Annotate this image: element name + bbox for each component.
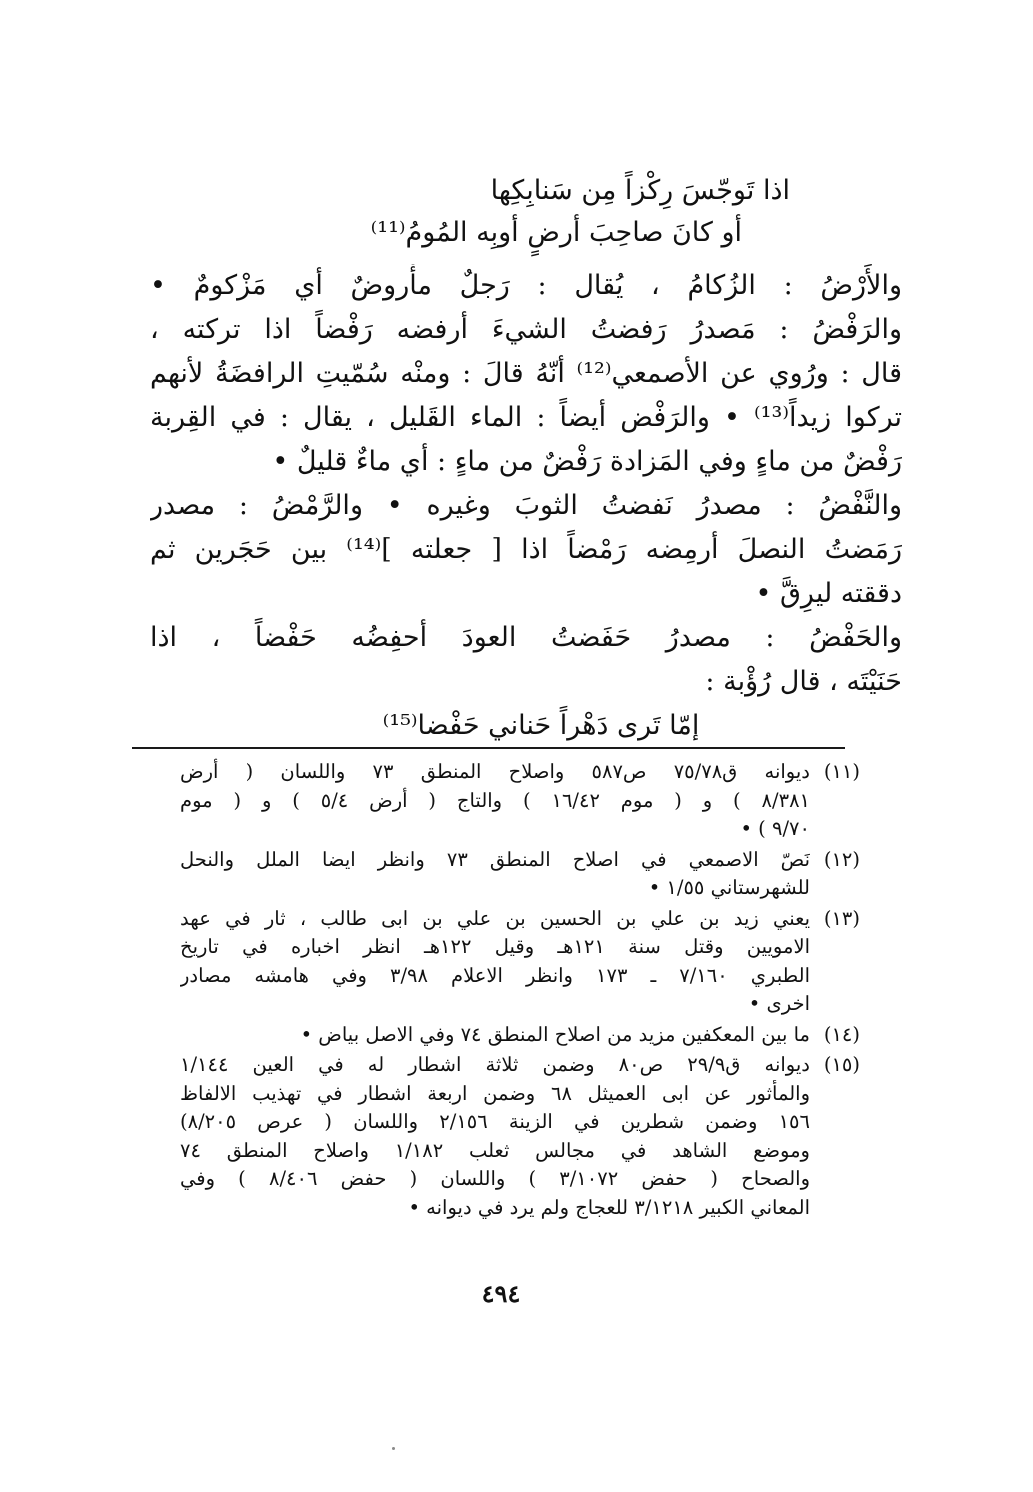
- footnote-number: (١٢): [823, 847, 860, 871]
- footnote-line: الطبري ٧/١٦٠ ـ ١٧٣ وانظر الاعلام ٣/٩٨ وفي هامشه مصادر: [180, 963, 810, 987]
- footnote-12: [180, 846, 860, 903]
- text-line: والأَرْضُ : الزُكامُ ، يُقال : رَجلٌ مأْروضٌ أي مَزْكومٌ •: [150, 270, 902, 301]
- footnote-line: والصحاح ( حفض ٣/١٠٧٢ ) واللسان ( حفض ٨/٤٠٦ ) وفي: [180, 1167, 810, 1190]
- text-line: دققته ليرِقَّ •: [755, 578, 902, 609]
- verse-1-hemistich-1: اذا تَوجّسَ رِكْزاً مِن سَنابِكِها: [490, 175, 790, 206]
- verse-1-hemistich-2: أو كانَ صاحِبَ أرضٍ أوبِه المُومُ⁽¹¹⁾: [370, 217, 742, 248]
- footnote-number: (١٣): [823, 906, 860, 930]
- footnote-line: ٩/٧٠ ) •: [740, 817, 810, 840]
- footnote-line: يعني زيد بن علي بن الحسين بن علي بن ابى طالب ، ثار في عهد: [180, 906, 810, 930]
- text-line: رَمَضتُ النصلَ أرمِضه رَمْضاً اذا [ جعلته ]⁽¹⁴⁾ بين حَجَرين ثم: [150, 534, 902, 565]
- footnote-line: للشهرستاني ١/٥٥ •: [648, 876, 810, 899]
- footnote-line: ديوانه ق٧٥/٧٨ ص٥٨٧ واصلاح المنطق ٧٣ واللسان ( أرض: [180, 760, 810, 783]
- text-line: قال : ورُوي عن الأصمعي⁽¹²⁾ أنّهُ قالَ : ومنْه سُمّيتِ الرافضَةُ لأنهم: [150, 358, 902, 389]
- verse-2: إمّا تَرى دَهْراً حَناني حَفْضا⁽¹⁵⁾: [382, 710, 700, 741]
- text-line: رَفْضٌ من ماءٍ وفي المَزادة رَفْضٌ من ماءٍ : أي ماءٌ قليلٌ •: [272, 446, 902, 477]
- footnote-line: اخرى •: [748, 992, 810, 1015]
- footnote-line: الامويين وقتل سنة ١٢١هـ وقيل ١٢٢هـ انظر اخباره في تاريخ: [180, 935, 810, 958]
- text-line: والرَفْضُ : مَصدرُ رَفضتُ الشيءَ أرفضه رَفْضاً اذا تركته ،: [150, 314, 902, 345]
- text-line: والنَّفْضُ : مصدرُ نَفضتُ الثوبَ وغيره • والرَّمْضُ : مصدر: [150, 490, 902, 521]
- footnote-line: ما بين المعكفين مزيد من اصلاح المنطق ٧٤ وفي الاصل بياض •: [300, 1022, 810, 1046]
- footnote-line: المعاني الكبير ٣/١٢١٨ للعجاج ولم يرد في ديوانه •: [408, 1195, 810, 1219]
- footnote-11: [180, 758, 860, 844]
- text-line: تركوا زيداً⁽¹³⁾ • والرَفْض أيضاً : الماء القَليل ، يقال : في القِربة: [150, 402, 902, 433]
- footnote-number: (١١): [823, 760, 860, 783]
- footnote-13: [180, 905, 860, 1019]
- footnote-number: (١٥): [823, 1053, 860, 1076]
- page-number: ٤٩٤: [481, 1279, 521, 1308]
- footnote-14: [180, 1021, 860, 1050]
- main-text-block: [150, 170, 902, 748]
- footnote-divider: [132, 747, 845, 749]
- footnote-line: وموضع الشاهد في مجالس ثعلب ١/١٨٢ واصلاح المنطق ٧٤: [180, 1138, 810, 1162]
- footnote-line: ديوانه ق٢٩/٩ ص٨٠ وضمن ثلاثة اشطار له في العين ١/١٤٤: [180, 1053, 810, 1076]
- footnotes: [180, 758, 860, 1224]
- footnote-line: ١٥٦ وضمن شطرين في الزينة ٢/١٥٦ واللسان ( عرص ٨/٢٠٥): [180, 1110, 810, 1133]
- footnote-15: [180, 1051, 860, 1222]
- text-line: حَنَيْتَه ، قال رُؤْبة :: [705, 666, 902, 697]
- footnote-number: (١٤): [823, 1022, 860, 1046]
- footnote-line: والمأثور عن ابى العميثل ٦٨ وضمن اربعة اشطار في تهذيب الالفاظ: [180, 1081, 810, 1105]
- scan-speck: [392, 1447, 395, 1450]
- footnote-line: نَصّ الاصمعي في اصلاح المنطق ٧٣ وانظر ايضا الملل والنحل: [180, 847, 810, 871]
- text-line: والحَفْضُ : مصدرُ حَفَضتُ العودَ أحفِضُه حَفْضاً ، اذا: [150, 622, 902, 653]
- footnote-line: ٨/٣٨١ ) و ( موم ١٦/٤٢ ) والتاج ( أرض ٥/٤ ) و ( موم: [180, 788, 810, 812]
